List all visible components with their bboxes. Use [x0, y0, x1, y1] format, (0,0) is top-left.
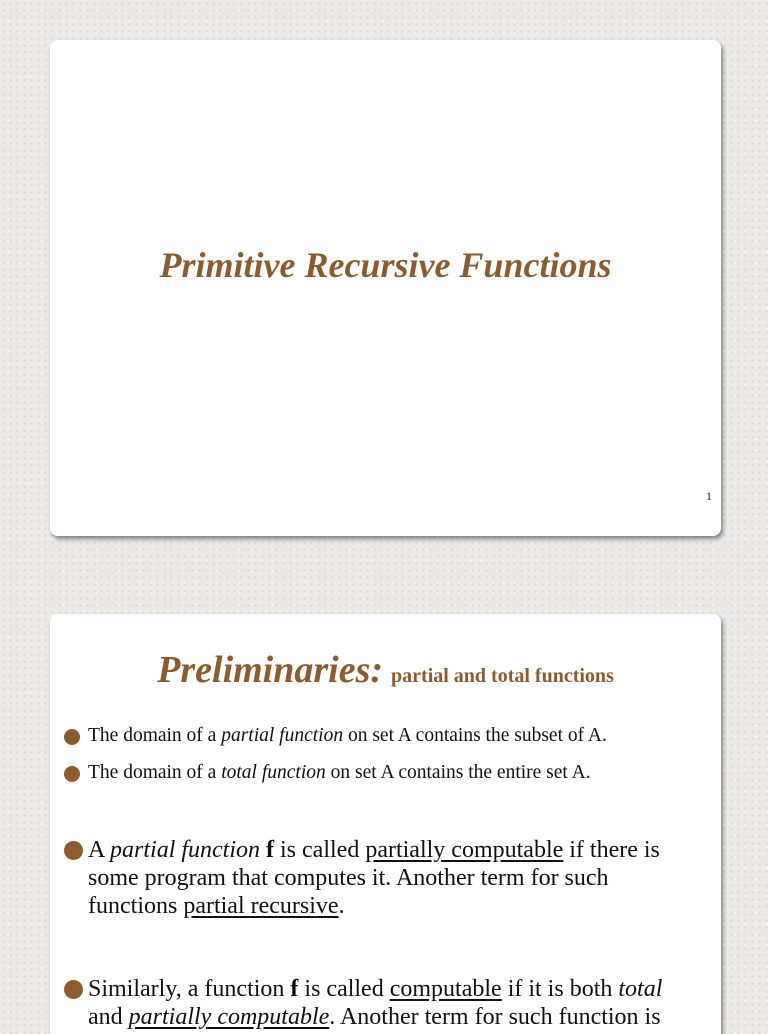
bullet-dot-icon	[64, 980, 83, 999]
bullet-text	[88, 975, 697, 1031]
slide-heading	[50, 648, 721, 692]
text-run: and	[88, 1004, 129, 1030]
text-run: if it is both	[501, 976, 619, 1002]
text-run: . Another term for such function is	[329, 1004, 661, 1030]
text-run: is called	[298, 976, 390, 1002]
emphasis-term: partial function	[110, 837, 261, 863]
bullet-dot-icon	[64, 841, 83, 860]
slide-number: 1	[706, 489, 712, 503]
heading-sub: partial and total functions	[391, 665, 614, 687]
bullet-dot-icon	[64, 729, 80, 745]
text-run: if there is some program that computes it. Another term for such functions	[88, 837, 660, 919]
underlined-term: partially computable	[128, 1004, 330, 1030]
text-run: on set A contains the subset of A.	[343, 725, 607, 746]
bullet-text	[88, 836, 697, 920]
bullet-text	[88, 724, 607, 748]
bullet-computable	[64, 975, 697, 1031]
bullet-total-domain	[64, 761, 697, 785]
slide-2	[50, 614, 721, 1034]
heading-main: Preliminaries:	[157, 649, 384, 691]
slide-1	[50, 40, 721, 536]
underlined-term: partial recursive	[183, 893, 339, 919]
underlined-term: partially computable	[365, 837, 564, 863]
emphasis-term: partial function	[221, 725, 344, 746]
bullet-text	[88, 761, 591, 785]
text-run: A	[88, 837, 111, 863]
bullet-dot-icon	[64, 766, 80, 782]
underlined-term: computable	[389, 976, 502, 1002]
text-run: .	[338, 893, 345, 919]
text-run: on set A contains the entire set A.	[325, 762, 591, 783]
emphasis-term: total function	[221, 762, 326, 783]
bullet-partially-computable	[64, 836, 697, 920]
bold-symbol: f	[290, 976, 299, 1002]
text-run: is called	[274, 837, 366, 863]
bullet-partial-domain	[64, 724, 697, 748]
text-run: The domain of a	[88, 725, 222, 746]
text-run: Similarly, a function	[88, 976, 291, 1002]
emphasis-term: total	[618, 976, 663, 1002]
slide-title: Primitive Recursive Functions	[159, 245, 612, 285]
bold-symbol: f	[266, 837, 275, 863]
text-run: The domain of a	[88, 762, 222, 783]
